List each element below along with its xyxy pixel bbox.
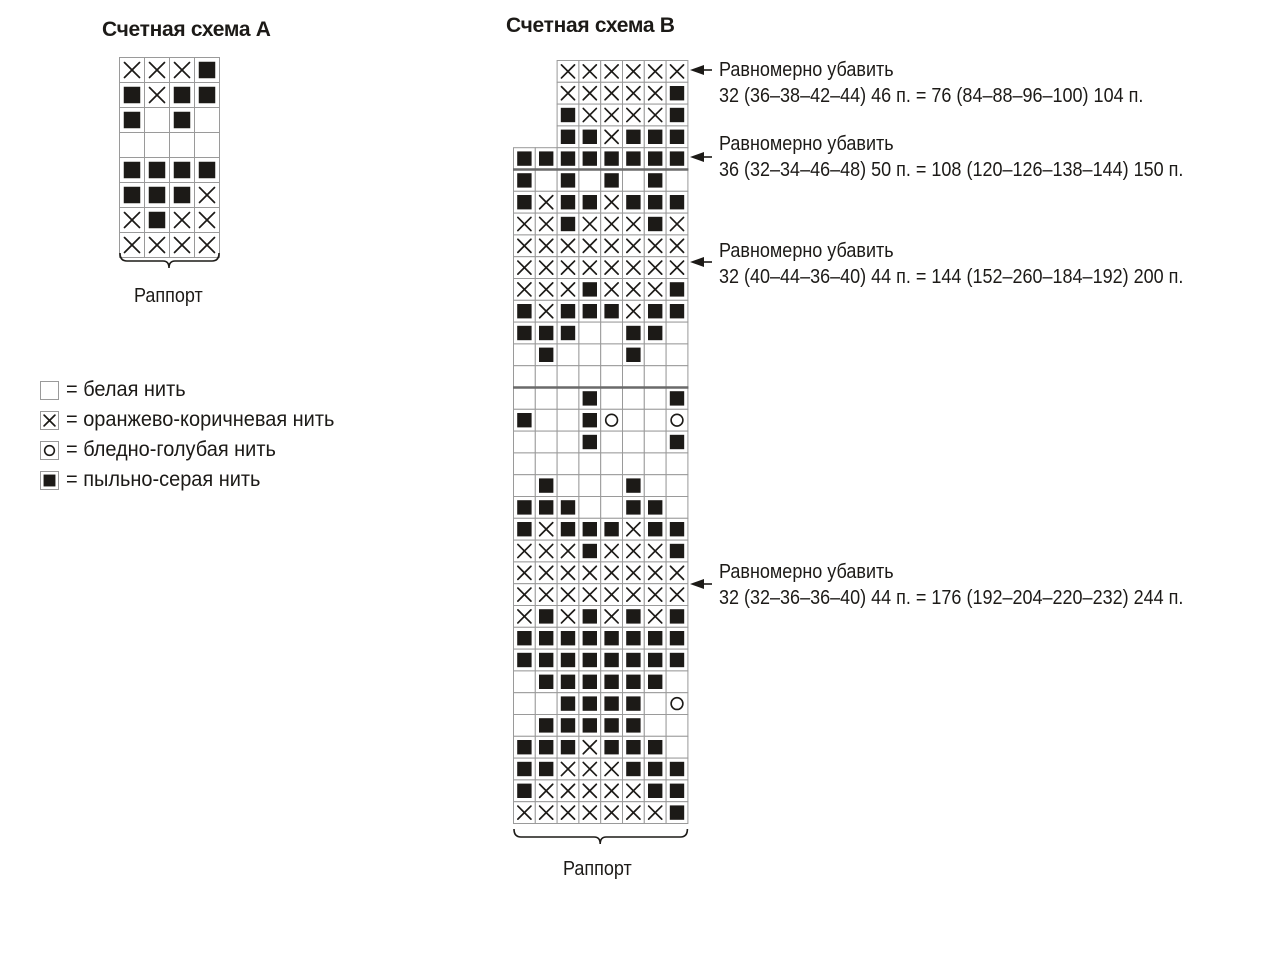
- grid-cell: [644, 715, 666, 737]
- dusty-grey-stitch: [604, 631, 618, 645]
- decrease-note-1: [719, 57, 1143, 109]
- dusty-grey-stitch: [561, 696, 575, 710]
- legend-label: = белая нить: [66, 378, 186, 401]
- dusty-grey-stitch: [626, 675, 640, 689]
- dusty-grey-stitch: [539, 609, 553, 623]
- repeat-brace: [514, 829, 687, 844]
- dusty-grey-stitch: [648, 631, 662, 645]
- decrease-note-4-line1: Равномерно убавить: [719, 561, 894, 583]
- dusty-grey-stitch: [670, 609, 684, 623]
- note-arrows: [0, 0, 720, 600]
- dusty-grey-stitch: [648, 653, 662, 667]
- dusty-grey-stitch: [648, 740, 662, 754]
- arrow-icon: [690, 65, 712, 75]
- dusty-grey-stitch: [604, 740, 618, 754]
- dusty-grey-stitch: [604, 675, 618, 689]
- dusty-grey-stitch: [626, 609, 640, 623]
- dusty-grey-stitch: [626, 631, 640, 645]
- dusty-grey-stitch: [604, 653, 618, 667]
- arrow-icon: [690, 152, 712, 162]
- arrow-icon: [690, 579, 712, 589]
- dusty-grey-stitch: [539, 675, 553, 689]
- grid-cell: [514, 715, 536, 737]
- decrease-note-4-line2: 32 (32–36–36–40) 44 п. = 176 (192–204–220–232) 244 п.: [719, 587, 1184, 609]
- dusty-grey-stitch: [583, 696, 597, 710]
- dusty-grey-stitch: [517, 784, 531, 798]
- dusty-grey-stitch: [626, 653, 640, 667]
- decrease-note-1-line2: 32 (36–38–42–44) 46 п. = 76 (84–88–96–100) 104 п.: [719, 85, 1144, 107]
- decrease-note-2-line2: 36 (32–34–46–48) 50 п. = 108 (120–126–138–144) 150 п.: [719, 159, 1184, 181]
- dusty-grey-stitch: [626, 740, 640, 754]
- grid-cell: [666, 736, 688, 758]
- grid-cell: [666, 693, 688, 715]
- decrease-note-3-line1: Равномерно убавить: [719, 240, 894, 262]
- dusty-grey-stitch: [539, 653, 553, 667]
- legend-label: = пыльно-серая нить: [66, 468, 261, 491]
- dusty-grey-stitch: [583, 631, 597, 645]
- chart-b-repeat-label: Раппорт: [563, 858, 632, 880]
- dusty-grey-stitch: [670, 784, 684, 798]
- dusty-grey-stitch: [670, 653, 684, 667]
- legend-label: = бледно-голубая нить: [66, 438, 276, 461]
- dusty-grey-stitch: [517, 740, 531, 754]
- dusty-grey-stitch: [648, 675, 662, 689]
- dusty-grey-stitch: [539, 631, 553, 645]
- legend-label: = оранжево-коричневая нить: [66, 408, 335, 431]
- decrease-note-4: [719, 559, 1183, 611]
- grid-cell: [514, 671, 536, 693]
- chart-a-title: Счетная схема A: [102, 18, 271, 41]
- grid-cell: [644, 693, 666, 715]
- chart-b-repeat-brace: [513, 828, 689, 850]
- chart-a-repeat-label: Раппорт: [134, 285, 203, 307]
- dusty-grey-stitch: [517, 653, 531, 667]
- grid-cell: [666, 715, 688, 737]
- dusty-grey-stitch: [539, 762, 553, 776]
- decrease-note-1-line1: Равномерно убавить: [719, 59, 894, 81]
- dusty-grey-stitch: [604, 718, 618, 732]
- grid-cell: [514, 693, 536, 715]
- dusty-grey-stitch: [583, 675, 597, 689]
- decrease-note-3-line2: 32 (40–44–36–40) 44 п. = 144 (152–260–184–192) 200 п.: [719, 266, 1184, 288]
- dusty-grey-stitch: [561, 740, 575, 754]
- decrease-note-2: [719, 131, 1183, 183]
- dusty-grey-stitch: [648, 784, 662, 798]
- decrease-note-3: [719, 238, 1183, 290]
- dusty-grey-stitch: [670, 762, 684, 776]
- dusty-grey-stitch: [561, 631, 575, 645]
- dusty-grey-stitch: [539, 718, 553, 732]
- grid-cell: [666, 671, 688, 693]
- dusty-grey-stitch: [561, 653, 575, 667]
- grid-cell: [535, 693, 557, 715]
- dusty-grey-stitch: [626, 718, 640, 732]
- dusty-grey-stitch: [670, 805, 684, 819]
- dusty-grey-stitch: [583, 653, 597, 667]
- dusty-grey-stitch: [626, 696, 640, 710]
- dusty-grey-stitch: [604, 696, 618, 710]
- dusty-grey-stitch: [561, 718, 575, 732]
- dusty-grey-stitch: [583, 718, 597, 732]
- decrease-note-2-line1: Равномерно убавить: [719, 133, 894, 155]
- dusty-grey-stitch: [517, 631, 531, 645]
- dusty-grey-stitch: [583, 609, 597, 623]
- dusty-grey-stitch: [626, 762, 640, 776]
- chart-b-title: Счетная схема B: [506, 14, 675, 37]
- dusty-grey-stitch: [517, 762, 531, 776]
- dusty-grey-stitch: [539, 740, 553, 754]
- dusty-grey-stitch: [561, 675, 575, 689]
- dusty-grey-stitch: [648, 762, 662, 776]
- arrow-icon: [690, 257, 712, 267]
- dusty-grey-stitch: [670, 631, 684, 645]
